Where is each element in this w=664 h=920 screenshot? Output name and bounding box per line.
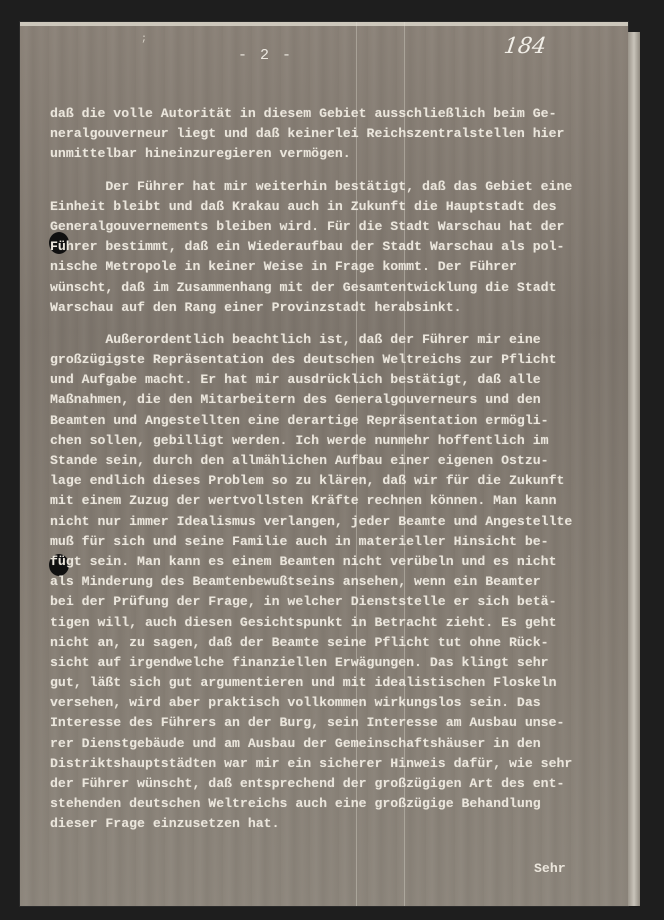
text-line: sicht auf irgendwelche finanziellen Erwägungen. Das klingt sehr: [50, 654, 549, 670]
page-number: - 2 -: [238, 47, 294, 64]
text-line: neralgouverneur liegt und daß keinerlei Reichszentralstellen hier: [50, 126, 565, 142]
text-line: Außerordentlich beachtlich ist, daß der Führer mir eine: [50, 331, 541, 347]
text-line: Warschau auf den Rang einer Provinzstadt herabsinkt.: [50, 299, 462, 315]
text-line: wünscht, daß im Zusammenhang mit der Gesamtentwicklung die Stadt: [50, 279, 557, 295]
text-line: lage endlich dieses Problem so zu klären, daß wir für die Zukunft: [50, 473, 565, 489]
paragraph-3: [50, 330, 630, 835]
text-line: Maßnahmen, die den Mitarbeitern des Generalgouverneurs und den: [50, 392, 541, 408]
text-line: nicht nur immer Idealismus verlangen, jeder Beamte und Angestellte: [50, 513, 573, 529]
text-line: versehen, wird aber praktisch vollkommen wirkungslos sein. Das: [50, 695, 541, 711]
text-line: rer Dienstgebäude und am Ausbau der Gemeinschaftshäuser in den: [50, 735, 541, 751]
document-body: [50, 104, 630, 835]
text-line: Der Führer hat mir weiterhin bestätigt, daß das Gebiet eine: [50, 178, 573, 194]
text-line: muß für sich und seine Familie auch in materieller Hinsicht be-: [50, 533, 549, 549]
text-line: Beamten und Angestellten eine derartige Repräsentation ermögli-: [50, 412, 549, 428]
text-line: als Minderung des Beamtenbewußtseins ansehen, wenn ein Beamter: [50, 574, 541, 590]
text-line: Stande sein, durch den allmählichen Aufbau einer eigenen Ostzu-: [50, 453, 549, 468]
text-line: dieser Frage einzusetzen hat.: [50, 816, 280, 832]
text-line: tigen will, auch diesen Gesichtspunkt in Betracht zieht. Es geht: [50, 614, 557, 630]
text-line: der Führer wünscht, daß entsprechend der großzügigen Art des ent-: [50, 776, 565, 791]
text-line: Generalgouvernements bleiben wird. Für die Stadt Warschau hat der: [50, 218, 565, 234]
paragraph-1: [50, 104, 630, 165]
text-line: nische Metropole in keiner Weise in Frage kommt. Der Führer: [50, 259, 517, 275]
text-line: großzügigste Repräsentation des deutschen Weltreichs zur Pflicht: [50, 352, 557, 368]
margin-mark: ;: [141, 34, 148, 45]
text-line: Einheit bleibt und daß Krakau auch in Zukunft die Hauptstadt des: [50, 198, 557, 214]
page-top-edge: [20, 22, 628, 26]
text-line: bei der Prüfung der Frage, in welcher Dienststelle er sich betä-: [50, 594, 557, 610]
text-line: mit einem Zuzug der wertvollsten Kräfte rechnen können. Man kann: [50, 493, 557, 509]
text-line: stehenden deutschen Weltreichs auch eine großzügige Behandlung: [50, 796, 541, 812]
document-page: [20, 22, 628, 906]
text-line: Interesse des Führers an der Burg, sein Interesse am Ausbau unse-: [50, 715, 565, 731]
handwritten-archive-number: 184: [502, 34, 548, 59]
text-line: gut, läßt sich gut argumentieren und mit idealistischen Floskeln: [50, 675, 557, 691]
paragraph-2: [50, 177, 630, 318]
text-line: und Aufgabe macht. Er hat mir ausdrücklich bestätigt, daß alle: [50, 372, 541, 388]
text-line: Distriktshauptstädten war mir ein sicherer Hinweis dafür, wie sehr: [50, 755, 573, 771]
text-line: chen sollen, gebilligt werden. Ich werde nunmehr hoffentlich im: [50, 432, 549, 448]
text-line: Führer bestimmt, daß ein Wiederaufbau der Stadt Warschau als pol-: [50, 239, 565, 255]
text-line: fügt sein. Man kann es einem Beamten nicht verübeln und es nicht: [50, 553, 557, 569]
closing-continuation-word: Sehr: [534, 861, 566, 876]
text-line: nicht an, zu sagen, daß der Beamte seine Pflicht tut ohne Rück-: [50, 634, 549, 650]
text-line: daß die volle Autorität in diesem Gebiet ausschließlich beim Ge-: [50, 106, 557, 121]
text-line: unmittelbar hineinzuregieren vermögen.: [50, 146, 351, 162]
